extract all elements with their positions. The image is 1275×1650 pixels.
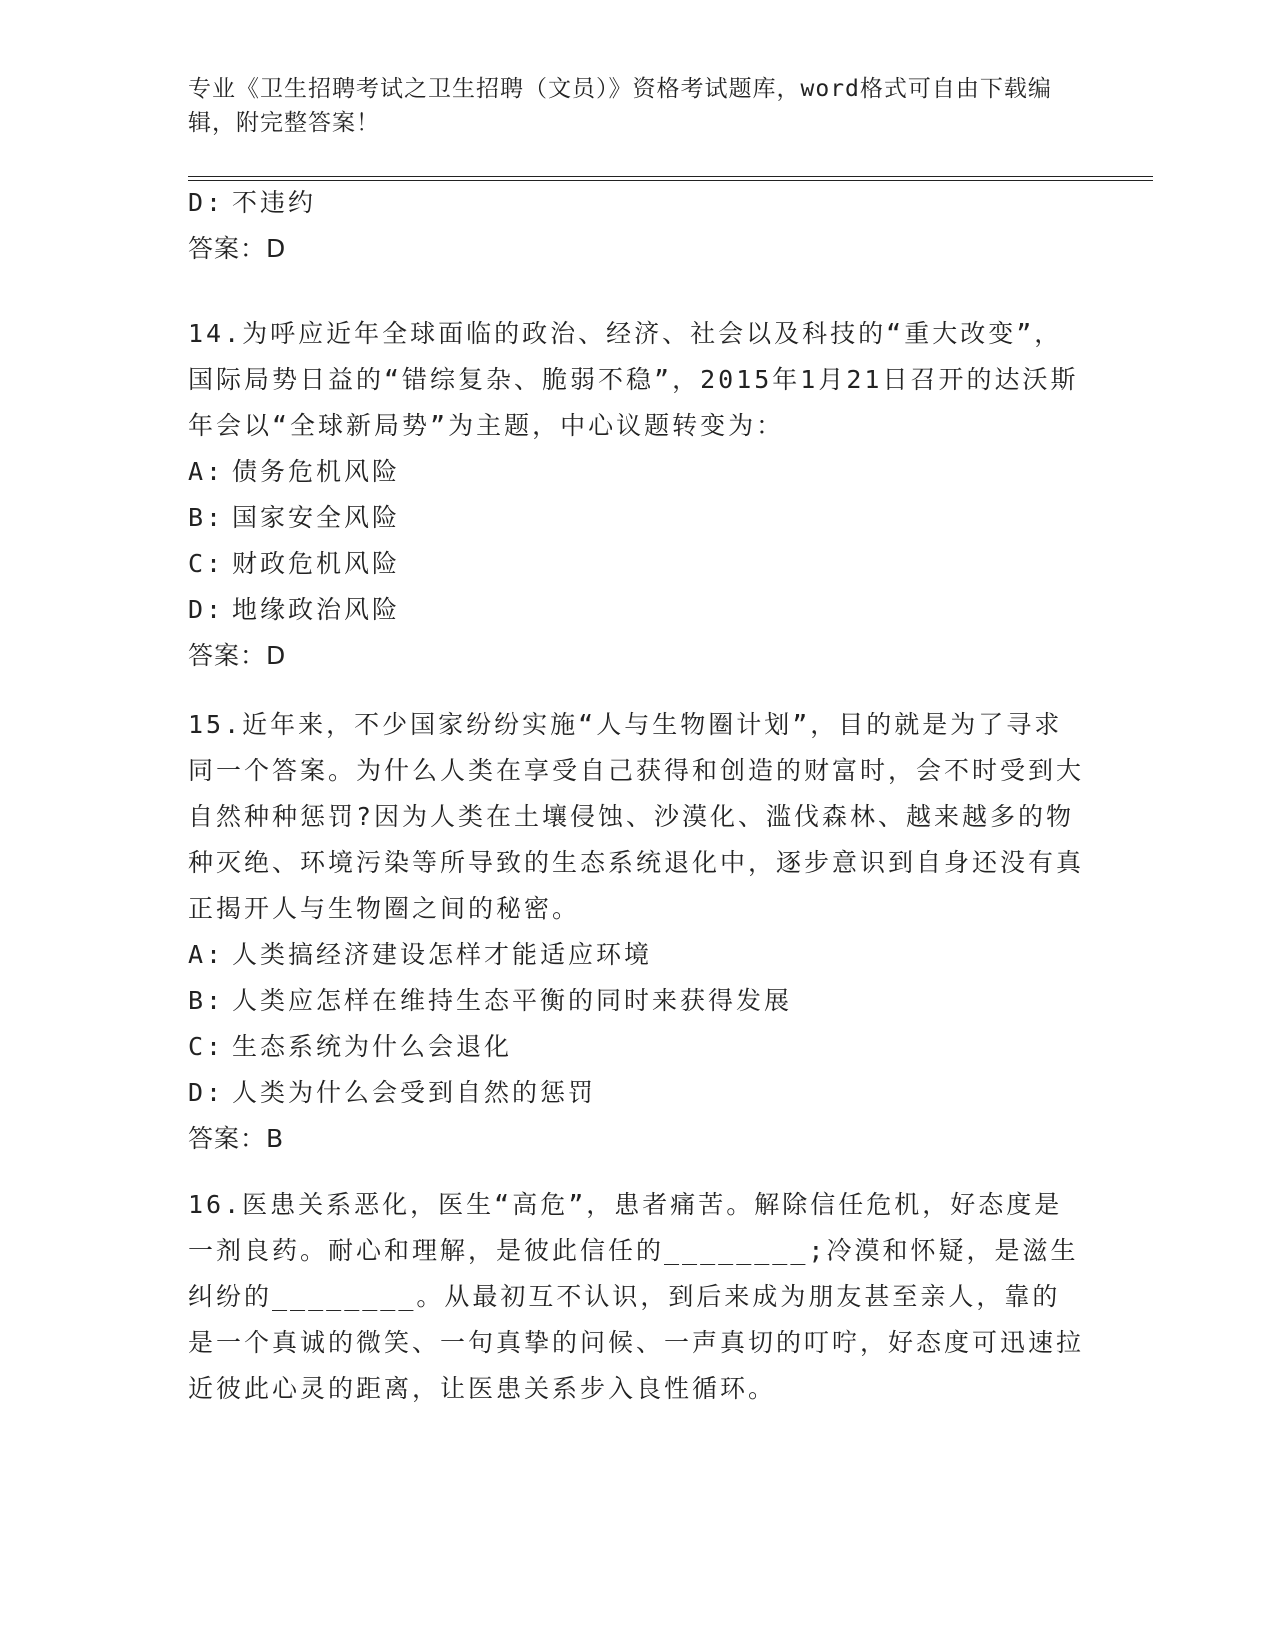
option-text: 不违约: [232, 188, 317, 217]
option-text: 债务危机风险: [232, 457, 401, 486]
option-text: 国家安全风险: [232, 503, 401, 532]
option-d: [188, 180, 1088, 226]
option-letter: D:: [188, 188, 225, 217]
option-letter: B:: [188, 503, 225, 532]
option-letter: D:: [188, 595, 225, 624]
answer-line: [188, 633, 1088, 679]
answer-value: D: [266, 234, 286, 263]
option-text: 人类为什么会受到自然的惩罚: [232, 1078, 597, 1107]
question-text: 16.医患关系恶化，医生“高危”，患者痛苦。解除信任危机，好态度是一剂良药。耐心和理解，是彼此信任的________;冷漠和怀疑，是滋生纠纷的________。从最初互不认识，到后来成为朋友甚至亲人，靠的是一个真诚的微笑、一句真挚的问候、一声真切的叮咛，好态度可迅速拉近彼此心灵的距离，让医患关系步入良性循环。: [188, 1190, 1085, 1403]
option-letter: A:: [188, 940, 225, 969]
option-c: [188, 541, 1088, 587]
option-letter: C:: [188, 549, 225, 578]
question-15: [188, 702, 1088, 1162]
option-b: [188, 978, 1088, 1024]
option-text: 人类应怎样在维持生态平衡的同时来获得发展: [232, 986, 793, 1015]
question-14: [188, 311, 1088, 679]
option-text: 人类搞经济建设怎样才能适应环境: [232, 940, 653, 969]
option-letter: C:: [188, 1032, 225, 1061]
option-d: [188, 1070, 1088, 1116]
option-a: [188, 449, 1088, 495]
document-page: [188, 0, 1148, 1650]
answer-label: 答案：: [188, 234, 267, 263]
option-b: [188, 495, 1088, 541]
option-d: [188, 587, 1088, 633]
option-letter: D:: [188, 1078, 225, 1107]
option-text: 地缘政治风险: [232, 595, 401, 624]
question-text: 15.近年来，不少国家纷纷实施“人与生物圈计划”，目的就是为了寻求同一个答案。为什么人类在享受自己获得和创造的财富时，会不时受到大自然种种惩罚?因为人类在土壤侵蚀、沙漠化、滥伐森林、越来越多的物种灭绝、环境污染等所导致的生态系统退化中，逐步意识到自身还没有真正揭开人与生物圈之间的秘密。: [188, 710, 1085, 923]
answer-line: [188, 226, 1088, 272]
option-letter: B:: [188, 986, 225, 1015]
option-a: [188, 932, 1088, 978]
header-divider-top: [188, 176, 1153, 177]
question-13-tail: [188, 180, 1088, 272]
answer-label: 答案：: [188, 641, 267, 670]
option-text: 财政危机风险: [232, 549, 401, 578]
answer-line: [188, 1116, 1088, 1162]
answer-value: B: [266, 1124, 284, 1153]
option-letter: A:: [188, 457, 225, 486]
answer-label: 答案：: [188, 1124, 267, 1153]
answer-value: D: [266, 641, 286, 670]
page-header: [188, 72, 1068, 140]
option-c: [188, 1024, 1088, 1070]
question-text: 14.为呼应近年全球面临的政治、经济、社会以及科技的“重大改变”，国际局势日益的“错综复杂、脆弱不稳”，2015年1月21日召开的达沃斯年会以“全球新局势”为主题，中心议题转变为：: [188, 319, 1079, 440]
option-text: 生态系统为什么会退化: [232, 1032, 513, 1061]
question-16: [188, 1182, 1088, 1412]
header-text: 专业《卫生招聘考试之卫生招聘（文员）》资格考试题库，word格式可自由下载编辑，附完整答案！: [188, 76, 1052, 136]
